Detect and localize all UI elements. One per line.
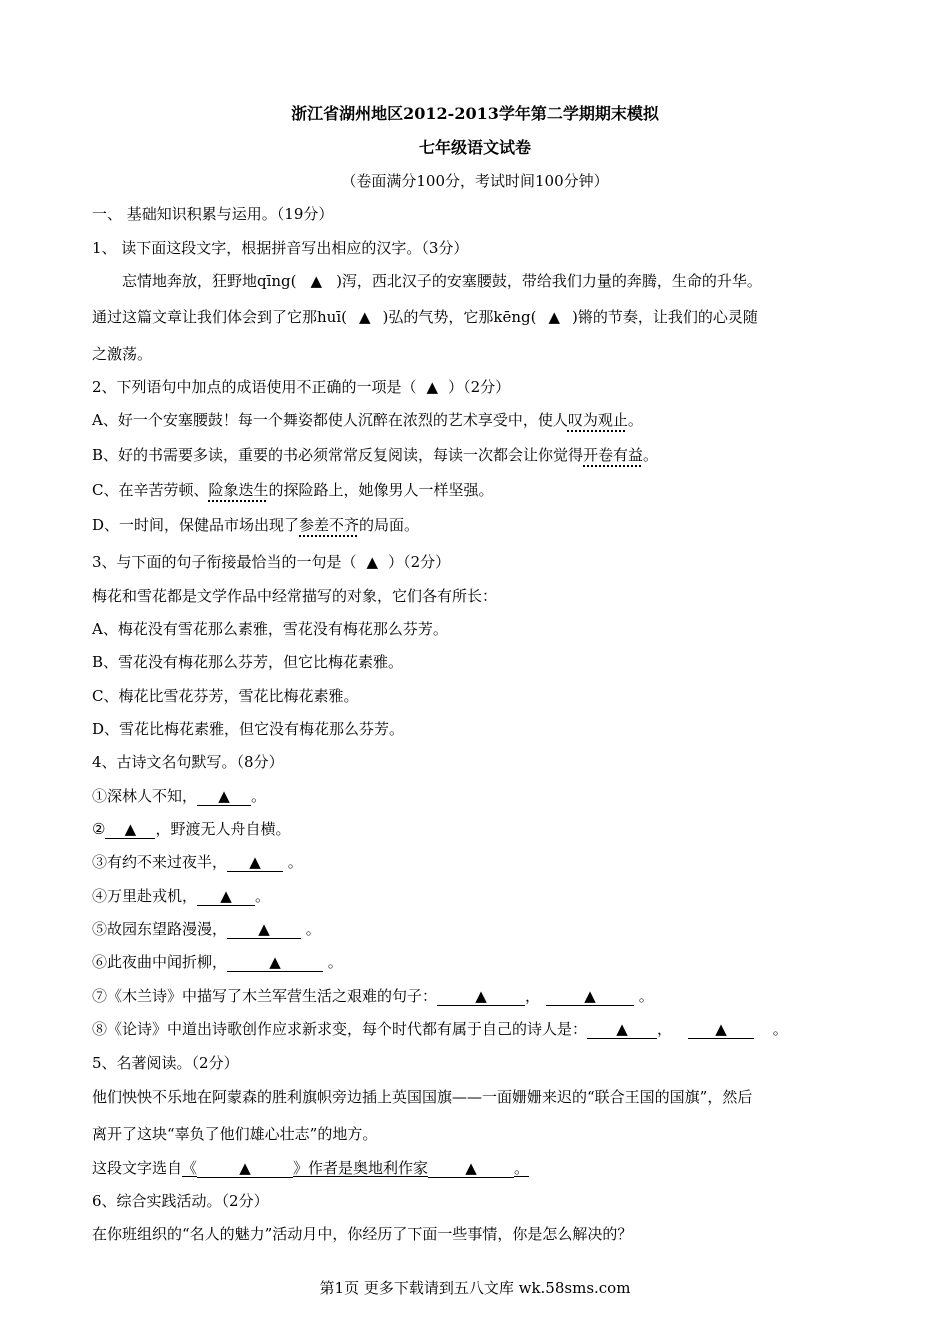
dotted-idiom: 参差不齐 <box>299 516 360 534</box>
question-2-option-b: B、好的书需要多读，重要的书必须常常反复阅读，每读一次都会让你觉得开卷有益。 <box>92 446 659 464</box>
question-1-passage-line1: 忘情地奔放，狂野地qīng( ▲ )泻，西北汉子的安塞腰鼓，带给我们力量的奔腾，生命的升华。 <box>122 272 762 290</box>
question-3-option-b: B、雪花没有梅花那么芬芳，但它比梅花素雅。 <box>92 653 404 671</box>
question-2-stem: 2、下列语句中加点的成语使用不正确的一项是（ ▲ ）（2分） <box>92 378 511 396</box>
answer-blank: ▲ <box>227 853 283 872</box>
question-1-stem: 1、 读下面这段文字，根据拼音写出相应的汉字。（3分） <box>92 239 469 257</box>
question-6-stem: 6、综合实践活动。（2分） <box>92 1192 269 1210</box>
answer-blank: ▲ <box>546 987 634 1006</box>
answer-marker: ▲ <box>426 378 439 396</box>
recitation-item-6: ⑥此夜曲中闻折柳， ▲ 。 <box>92 953 343 971</box>
recitation-item-1: ①深林人不知， ▲ 。 <box>92 787 267 805</box>
exam-info: （卷面满分100分，考试时间100分钟） <box>341 172 609 190</box>
answer-blank: ▲ <box>688 1020 754 1039</box>
answer-marker: ▲ <box>548 308 561 326</box>
dotted-idiom: 叹为观止 <box>567 411 628 429</box>
page-footer: 第1页 更多下载请到五八文库 wk.58sms.com <box>319 1279 631 1297</box>
question-5-passage-line1: 他们怏怏不乐地在阿蒙森的胜利旗帜旁边插上英国国旗——一面姗姗来迟的“联合王国的国旗”，然后 <box>92 1088 753 1106</box>
answer-blank: ▲ <box>197 787 251 806</box>
exam-title: 浙江省湖州地区2012-2013学年第二学期期末模拟 <box>291 104 659 123</box>
question-4-stem: 4、古诗文名句默写。（8分） <box>92 753 284 771</box>
question-5-passage-line2: 离开了这块“辜负了他们雄心壮志”的地方。 <box>92 1125 378 1143</box>
question-2-option-d: D、一时间，保健品市场出现了参差不齐的局面。 <box>92 516 420 534</box>
answer-marker: ▲ <box>310 272 323 290</box>
dotted-idiom: 险象迭生 <box>208 481 269 499</box>
recitation-item-7: ⑦《木兰诗》中描写了木兰军营生活之艰难的句子： ▲ ， ▲ 。 <box>92 987 654 1005</box>
question-2-option-c: C、在辛苦劳顿、险象迭生的探险路上，她像男人一样坚强。 <box>92 481 494 499</box>
answer-blank: ▲ <box>227 953 323 972</box>
question-5-answer-line: 这段文字选自《 ▲ 》作者是奥地利作家 ▲ 。 <box>92 1159 530 1177</box>
question-3-option-d: D、雪花比梅花素雅，但它没有梅花那么芬芳。 <box>92 720 405 738</box>
answer-blank: ▲ <box>227 920 301 939</box>
question-6-passage: 在你班组织的“名人的魅力”活动月中，你经历了下面一些事情，你是怎么解决的？ <box>92 1225 633 1243</box>
recitation-item-2: ② ▲ ，野渡无人舟自横。 <box>92 820 291 838</box>
dotted-idiom: 开卷有益 <box>583 446 644 464</box>
question-3-option-c: C、梅花比雪花芬芳，雪花比梅花素雅。 <box>92 687 359 705</box>
recitation-item-3: ③有约不来过夜半， ▲ 。 <box>92 853 303 871</box>
answer-blank: ▲ <box>197 887 255 906</box>
question-3-context: 梅花和雪花都是文学作品中经常描写的对象，它们各有所长： <box>92 587 498 605</box>
recitation-item-4: ④万里赴戎机， ▲ 。 <box>92 887 271 905</box>
question-5-stem: 5、名著阅读。（2分） <box>92 1054 239 1072</box>
question-3-stem: 3、与下面的句子衔接最恰当的一句是（ ▲ ）（2分） <box>92 553 451 571</box>
exam-subtitle: 七年级语文试卷 <box>418 138 531 157</box>
question-1-passage-line3: 之激荡。 <box>92 345 153 363</box>
answer-blank: ▲ <box>428 1159 514 1178</box>
answer-blank: ▲ <box>437 987 525 1006</box>
section-heading: 一、 基础知识积累与运用。（19分） <box>92 205 334 223</box>
answer-blank: ▲ <box>105 820 155 839</box>
answer-marker: ▲ <box>366 553 379 571</box>
answer-blank: ▲ <box>587 1020 657 1039</box>
question-2-option-a: A、好一个安塞腰鼓！每一个舞姿都使人沉醉在浓烈的艺术享受中，使人叹为观止。 <box>92 411 643 429</box>
question-3-option-a: A、梅花没有雪花那么素雅，雪花没有梅花那么芬芳。 <box>92 620 448 638</box>
recitation-item-5: ⑤故园东望路漫漫， ▲ 。 <box>92 920 321 938</box>
recitation-item-8: ⑧《论诗》中道出诗歌创作应求新求变，每个时代都有属于自己的诗人是： ▲ ， ▲ 。 <box>92 1020 788 1038</box>
answer-blank: ▲ <box>197 1159 293 1178</box>
answer-marker: ▲ <box>358 308 371 326</box>
question-1-passage-line2: 通过这篇文章让我们体会到了它那huī( ▲ )弘的气势，它那kēng( ▲ )锵的节奏，让我们的心灵随 <box>92 308 758 326</box>
